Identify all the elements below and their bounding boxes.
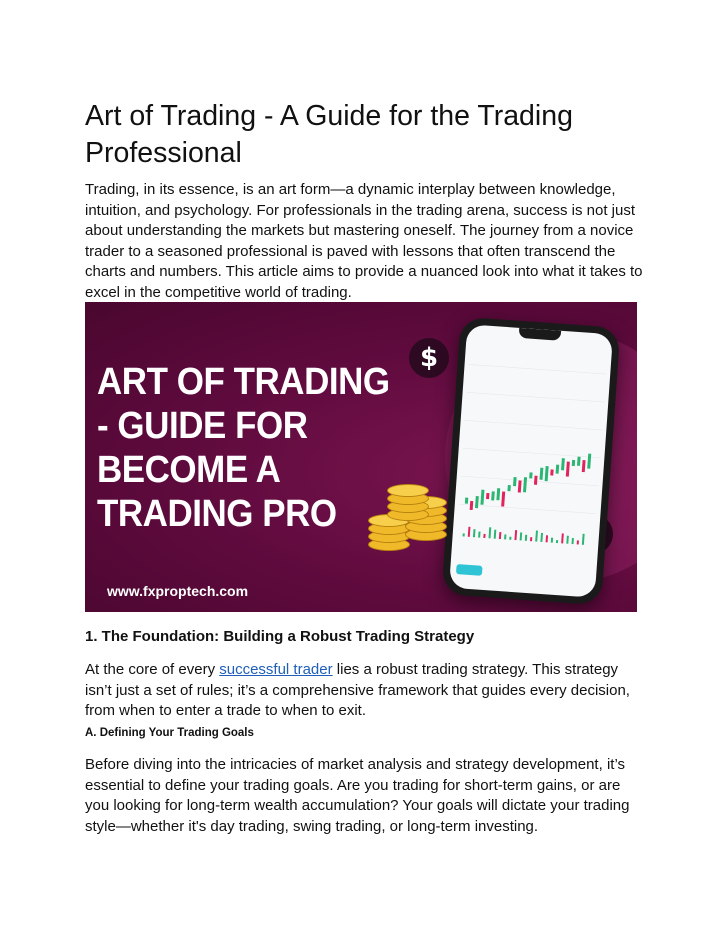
article-banner-image [85,302,637,612]
trade-button-graphic [456,564,483,576]
successful-trader-link[interactable]: successful trader [219,661,333,678]
volume-bar [504,534,506,539]
candle [518,480,522,492]
candle [582,460,586,472]
candle [561,458,565,470]
candle [577,457,581,466]
article-title: Art of Trading - A Guide for the Trading Professional [85,100,573,169]
section-1-text-after-link: lies a robust trading strategy. This strategy isn’t just a set of rules; it’s a comprehensive framework that guides every decision, from when to enter a trade to when to exit. [85,661,630,720]
candle [491,491,495,500]
candle [540,468,544,480]
candle [587,454,591,469]
candle [470,501,474,510]
volume-bar [473,529,476,537]
candle [513,477,517,486]
candle [545,466,549,481]
candle [534,476,538,485]
candle [556,465,560,474]
volume-bar [540,533,543,542]
candle [496,488,500,500]
volume-bar [494,530,497,539]
volume-bar [525,535,527,541]
volume-bar [499,532,501,539]
candle [529,472,532,478]
volume-bar [514,530,517,540]
candle [523,477,527,492]
phone-illustration [441,317,620,605]
banner-title: ART OF TRADING - GUIDE FOR BECOME A TRADING PRO [97,361,390,535]
candle [550,469,553,475]
trading-chart-screen [449,324,613,598]
volume-bar [463,533,465,536]
candle [486,493,489,499]
candle [465,498,468,504]
section-a-heading: A. Defining Your Trading Goals [85,727,254,739]
intro-paragraph: Trading, in its essence, is an art form—a dynamic interplay between knowledge, intuition, and psychology. For professionals in the trading arena, success is not just about understanding the markets but mastering oneself. The journey from a novice trader to a seasoned professional is paved with lessons that often transcend the charts and numbers. This article aims to provide a nuanced look into what it takes to excel in the competitive world of trading. [85,181,643,301]
candle [501,491,505,506]
volume-bar [483,534,485,538]
volume-bar [561,533,564,543]
candle [475,496,479,508]
candle [566,462,570,477]
volume-bar [577,540,579,544]
banner-url: www.fxproptech.com [107,583,249,599]
section-1-heading: 1. The Foundation: Building a Robust Trading Strategy [85,628,475,645]
volume-bar [468,527,471,537]
candle [507,485,510,491]
candle [480,490,484,505]
section-1-paragraph [85,660,645,722]
volume-bar [546,535,548,542]
dollar-icon: $ [409,338,449,378]
volume-bar [572,538,574,544]
volume-bar [478,532,480,538]
volume-bar [582,534,585,545]
volume-bar [551,538,553,543]
volume-bar [566,536,569,544]
volume-bar [489,527,492,538]
candle [572,460,575,466]
volume-bar [520,532,523,540]
volume-bar [556,540,558,543]
candlestick-chart [449,324,613,598]
volume-bar [530,537,532,541]
volume-bar [535,531,538,542]
section-a-paragraph: Before diving into the intricacies of market analysis and strategy development, it’s essential to define your trading goals. Are you trading for short-term gains, or are you looking for long-term wealth accumulation? Your goals will dictate your trading style—whether it's day trading, swing trading, or long-term investing. [85,756,630,835]
section-1-text-before-link: At the core of every [85,661,220,678]
volume-bar [509,537,511,540]
